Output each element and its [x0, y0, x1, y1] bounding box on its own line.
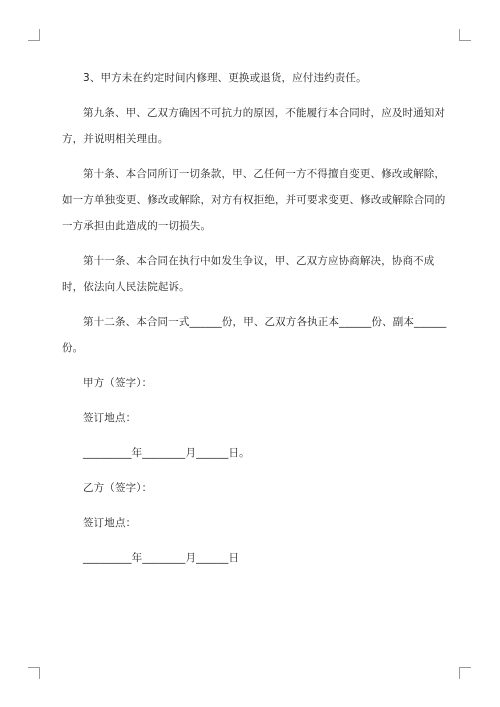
party-a-signing-place: 签订地点： [83, 412, 137, 424]
party-b-signature: 乙方（签字）： [83, 482, 153, 494]
clause-11: 第十一条、本合同在执行中如发生争议，甲、乙双方应协商解决，协商不成时，依法向人民法院起诉。 [62, 255, 435, 293]
party-a-date: _________年________月______日。 [83, 447, 250, 459]
document-body [62, 65, 447, 580]
party-a-signature: 甲方（签字）： [83, 377, 153, 389]
crop-mark-top-left [28, 29, 40, 41]
crop-mark-bottom-left [28, 667, 40, 679]
clause-10: 第十条、本合同所订一切条款，甲、乙任何一方不得擅自变更、修改或解除，如一方单独变更、修改或解除，对方有权拒绝，并可要求变更、修改或解除合同的一方承担由此造成的一切损失。 [62, 168, 446, 232]
party-b-signing-place: 签订地点： [83, 517, 137, 529]
crop-mark-bottom-right [459, 667, 471, 679]
clause-3-item: 3、甲方未在约定时间内修理、更换或退货，应付违约责任。 [83, 72, 367, 84]
crop-mark-top-right [459, 29, 471, 41]
clause-12: 第十二条、本合同一式______份，甲、乙双方各执正本______份、副本______份。 [62, 316, 447, 354]
party-b-date: _________年________月______日 [83, 552, 240, 564]
clause-9: 第九条、甲、乙双方确因不可抗力的原因，不能履行本合同时，应及时通知对方，并说明相关理由。 [62, 107, 446, 145]
